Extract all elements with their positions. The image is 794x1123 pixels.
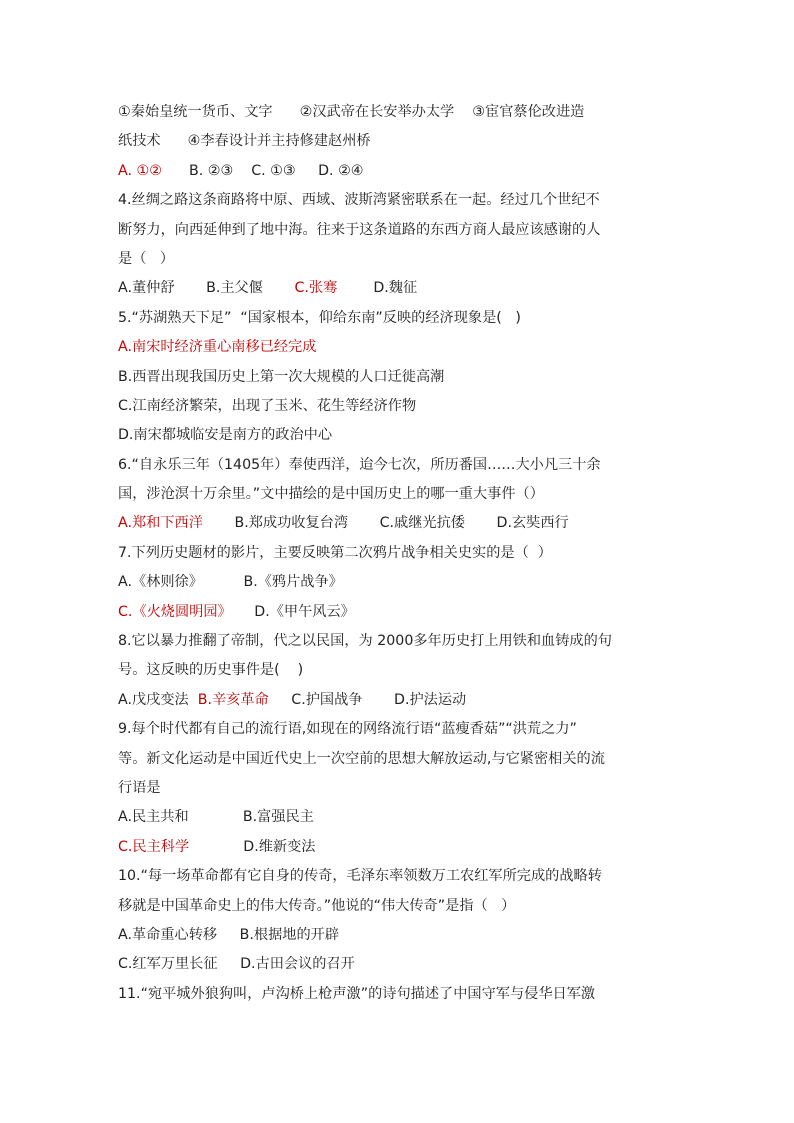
line-text: 纸技术 ④李春设计并主持修建赵州桥: [118, 133, 371, 150]
line-text: B. ②③ C. ①③ D. ②④: [161, 162, 364, 179]
document-page: [118, 98, 678, 1009]
text-line: [118, 186, 678, 215]
text-line: [118, 715, 678, 744]
line-text: D.《甲午风云》: [231, 603, 355, 620]
text-line: [118, 127, 678, 156]
text-line: [118, 950, 678, 979]
text-line: [118, 157, 678, 186]
answer-highlight: C.《火烧圆明园》: [118, 603, 232, 620]
line-text: 行语是: [118, 779, 161, 796]
text-line: [118, 568, 678, 597]
text-line: [118, 745, 678, 774]
text-line: [118, 333, 678, 362]
text-line: [118, 304, 678, 333]
text-line: [118, 921, 678, 950]
line-text: C.红军万里长征 D.古田会议的召开: [118, 956, 355, 973]
text-line: [118, 980, 678, 1009]
text-line: [118, 598, 678, 627]
line-text: ①秦始皇统一货币、文字 ②汉武帝在长安举办太学 ③宦官蔡伦改进造: [118, 104, 585, 120]
line-text: 8.它以暴力推翻了帝制，代之以民国，为 2000多年历史打上用铁和血铸成的句: [118, 633, 612, 650]
line-text: D.南宋都城临安是南方的政治中心: [118, 427, 333, 444]
line-text: D.维新变法: [189, 838, 316, 855]
text-line: [118, 480, 678, 509]
answer-highlight: A. ①②: [118, 162, 162, 179]
line-text: 断努力，向西延伸到了地中海。往来于这条道路的东西方商人最应该感谢的人: [118, 221, 601, 238]
line-text: A.革命重心转移 B.根据地的开辟: [118, 926, 340, 943]
text-line: [118, 833, 678, 862]
text-line: [118, 774, 678, 803]
answer-highlight: C.民主科学: [118, 838, 190, 855]
text-line: [118, 392, 678, 421]
line-text: 7.下列历史题材的影片，主要反映第二次鸦片战争相关史实的是（ ）: [118, 544, 552, 561]
line-text: A.《林则徐》 B.《鸦片战争》: [118, 574, 343, 591]
line-text: 6.“自永乐三年（1405年）奉使西洋，迨今七次，所历番国……大小凡三十余: [118, 456, 601, 473]
line-text: D.魏征: [337, 280, 418, 297]
line-text: B.西晋出现我国历史上第一次大规模的人口迁徙高潮: [118, 368, 445, 385]
text-line: [118, 98, 678, 127]
line-text: 10.“每一场革命都有它自身的传奇，毛泽东率领数万工农红军所完成的战略转: [118, 868, 602, 885]
line-text: 4.丝绸之路这条商路将中原、西域、波斯湾紧密联系在一起。经过几个世纪不: [118, 192, 600, 209]
line-text: 号。这反映的历史事件是( ): [118, 662, 304, 679]
text-line: [118, 451, 678, 480]
answer-highlight: C.张骞: [294, 280, 338, 297]
answer-highlight: B.辛亥革命: [197, 691, 269, 708]
text-line: [118, 686, 678, 715]
line-text: 11.“宛平城外狼狗叫，卢沟桥上枪声激”的诗句描述了中国守军与侵华日军激: [118, 985, 596, 1002]
text-line: [118, 656, 678, 685]
line-text: 等。新文化运动是中国近代史上一次空前的思想大解放运动,与它紧密相关的流: [118, 750, 605, 767]
text-line: [118, 274, 678, 303]
line-text: A.董仲舒 B.主父偃: [118, 280, 295, 297]
line-text: C.江南经济繁荣，出现了玉米、花生等经济作物: [118, 397, 417, 414]
line-text: C.护国战争 D.护法运动: [268, 691, 467, 708]
text-line: [118, 509, 678, 538]
line-text: B.郑成功收复台湾 C.戚继光抗倭 D.玄奘西行: [202, 515, 569, 532]
text-line: [118, 803, 678, 832]
text-line: [118, 421, 678, 450]
line-text: 国，涉沧溟十万余里。”文中描绘的是中国历史上的哪一重大事件（）: [118, 486, 544, 503]
answer-highlight: A.郑和下西洋: [118, 515, 203, 532]
line-text: 5.“苏湖熟天下足” “国家根本，仰给东南”反映的经济现象是( ): [118, 309, 521, 326]
line-text: A.民主共和 B.富强民主: [118, 809, 314, 826]
line-text: 移就是中国革命史上的伟大传奇。”他说的“伟大传奇”是指（ ）: [118, 897, 516, 914]
text-line: [118, 245, 678, 274]
text-line: [118, 363, 678, 392]
text-line: [118, 892, 678, 921]
answer-highlight: A.南宋时经济重心南移已经完成: [118, 339, 317, 356]
line-text: 9.每个时代都有自己的流行语,如现在的网络流行语“蓝瘦香菇”“洪荒之力”: [118, 721, 577, 738]
text-line: [118, 216, 678, 245]
text-line: [118, 627, 678, 656]
text-line: [118, 539, 678, 568]
line-text: A.戊戌变法: [118, 691, 198, 708]
text-line: [118, 862, 678, 891]
line-text: 是（ ）: [118, 250, 175, 267]
